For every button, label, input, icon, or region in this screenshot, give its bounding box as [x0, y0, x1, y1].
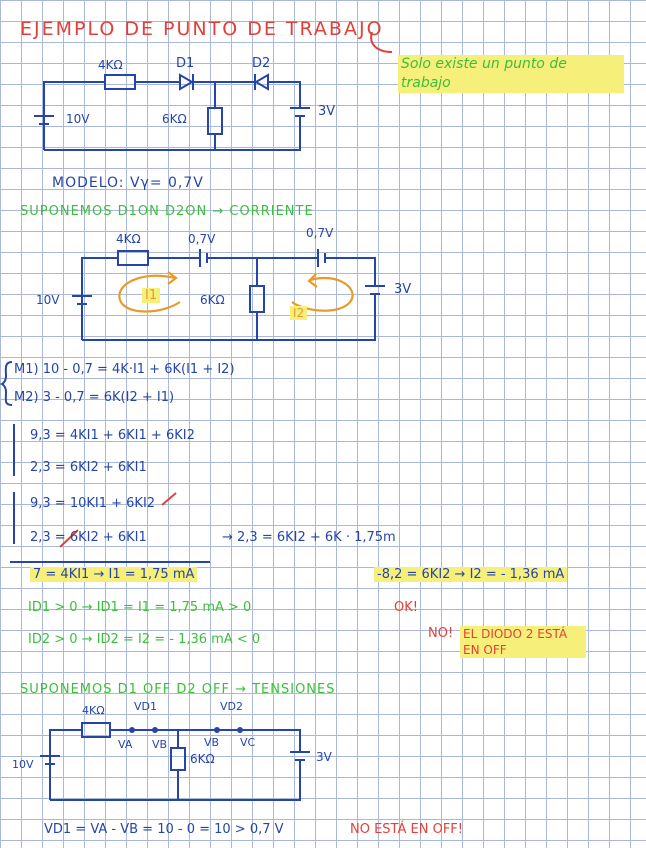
modelo-text: MODELO: Vγ= 0,7V — [52, 175, 204, 191]
eq-4: 2,3 = 6KI2 + 6KI1 — [30, 460, 147, 475]
c3-label-r6k: 6KΩ — [190, 752, 215, 766]
check-d2-msg: EL DIODO 2 ESTÁ EN OFF — [460, 626, 586, 658]
final-calc: VD1 = VA - VB = 10 - 0 = 10 > 0,7 V — [44, 822, 284, 837]
check-d2: ID2 > 0 → ID2 = I2 = - 1,36 mA < 0 — [28, 632, 261, 647]
c3-label-vb2: VB — [204, 736, 220, 749]
c1-label-r6k: 6KΩ — [162, 112, 187, 126]
result-i2: -8,2 = 6KI2 → I2 = - 1,36 mA — [374, 567, 567, 582]
c2-label-r6k: 6KΩ — [200, 293, 225, 307]
c3-label-v3: 3V — [316, 750, 332, 764]
c3-label-v10: 10V — [12, 758, 34, 771]
c2-label-v07b: 0,7V — [306, 226, 334, 240]
final-conclusion: NO ESTÁ EN OFF! — [350, 822, 463, 837]
c3-label-vd1: VD1 — [134, 700, 157, 713]
c1-label-r4k: 4KΩ — [98, 58, 123, 72]
circuit-1-diode-d1 — [180, 75, 192, 89]
c1-label-v3: 3V — [318, 104, 336, 119]
circuit-2-resistor-6k — [250, 286, 264, 312]
c2-label-v3: 3V — [394, 282, 412, 297]
result-i1: 7 = 4KI1 → I1 = 1,75 mA — [30, 567, 197, 582]
page-title: EJEMPLO DE PUNTO DE TRABAJO — [20, 18, 384, 40]
check-d1-ok: OK! — [394, 600, 418, 615]
check-d1: ID1 > 0 → ID1 = I1 = 1,75 mA > 0 — [28, 600, 252, 615]
eq-7: → 2,3 = 6KI2 + 6K · 1,75m — [222, 530, 396, 545]
c1-label-d2: D2 — [252, 56, 271, 71]
circuit-3-resistor-4k — [82, 723, 110, 737]
circuit-1-resistor-6k — [208, 108, 222, 134]
c1-label-v10: 10V — [66, 112, 90, 126]
check-d2-no: NO! — [428, 626, 454, 641]
c2-label-i2: I2 — [290, 306, 307, 320]
supuesto-1: SUPONEMOS D1ON D2ON → CORRIENTE — [20, 204, 314, 219]
note-text: Solo existe un punto de trabajo — [398, 55, 624, 93]
supuesto-2: SUPONEMOS D1 OFF D2 OFF → TENSIONES — [20, 682, 336, 697]
c3-label-vc: VC — [240, 736, 256, 749]
circuit-1-resistor-4k — [105, 75, 135, 89]
equation-brace-1 — [2, 362, 12, 405]
c3-label-vb: VB — [152, 738, 168, 751]
circuit-3-resistor-6k — [171, 748, 185, 770]
c1-label-d1: D1 — [176, 56, 195, 71]
eq-3: 9,3 = 4KI1 + 6KI1 + 6KI2 — [30, 428, 195, 443]
c3-label-va: VA — [118, 738, 133, 751]
circuit-2-wires — [82, 258, 118, 340]
strike-1 — [162, 493, 176, 505]
eq-m1: M1) 10 - 0,7 = 4K·I1 + 6K(I1 + I2) — [14, 362, 235, 377]
c2-label-i1: I1 — [142, 288, 160, 303]
eq-6: 2,3 = 6KI2 + 6KI1 — [30, 530, 147, 545]
circuit-1-diode-d2 — [256, 75, 268, 89]
c3-label-r4k: 4KΩ — [82, 704, 105, 717]
eq-m2: M2) 3 - 0,7 = 6K(I2 + I1) — [14, 390, 175, 405]
c2-label-r4k: 4KΩ — [116, 232, 141, 246]
c2-label-v07a: 0,7V — [188, 232, 216, 246]
circuit-2-resistor-4k — [118, 251, 148, 265]
eq-5: 9,3 = 10KI1 + 6KI2 — [30, 496, 156, 511]
c3-label-vd2: VD2 — [220, 700, 243, 713]
c2-label-v10: 10V — [36, 293, 60, 307]
